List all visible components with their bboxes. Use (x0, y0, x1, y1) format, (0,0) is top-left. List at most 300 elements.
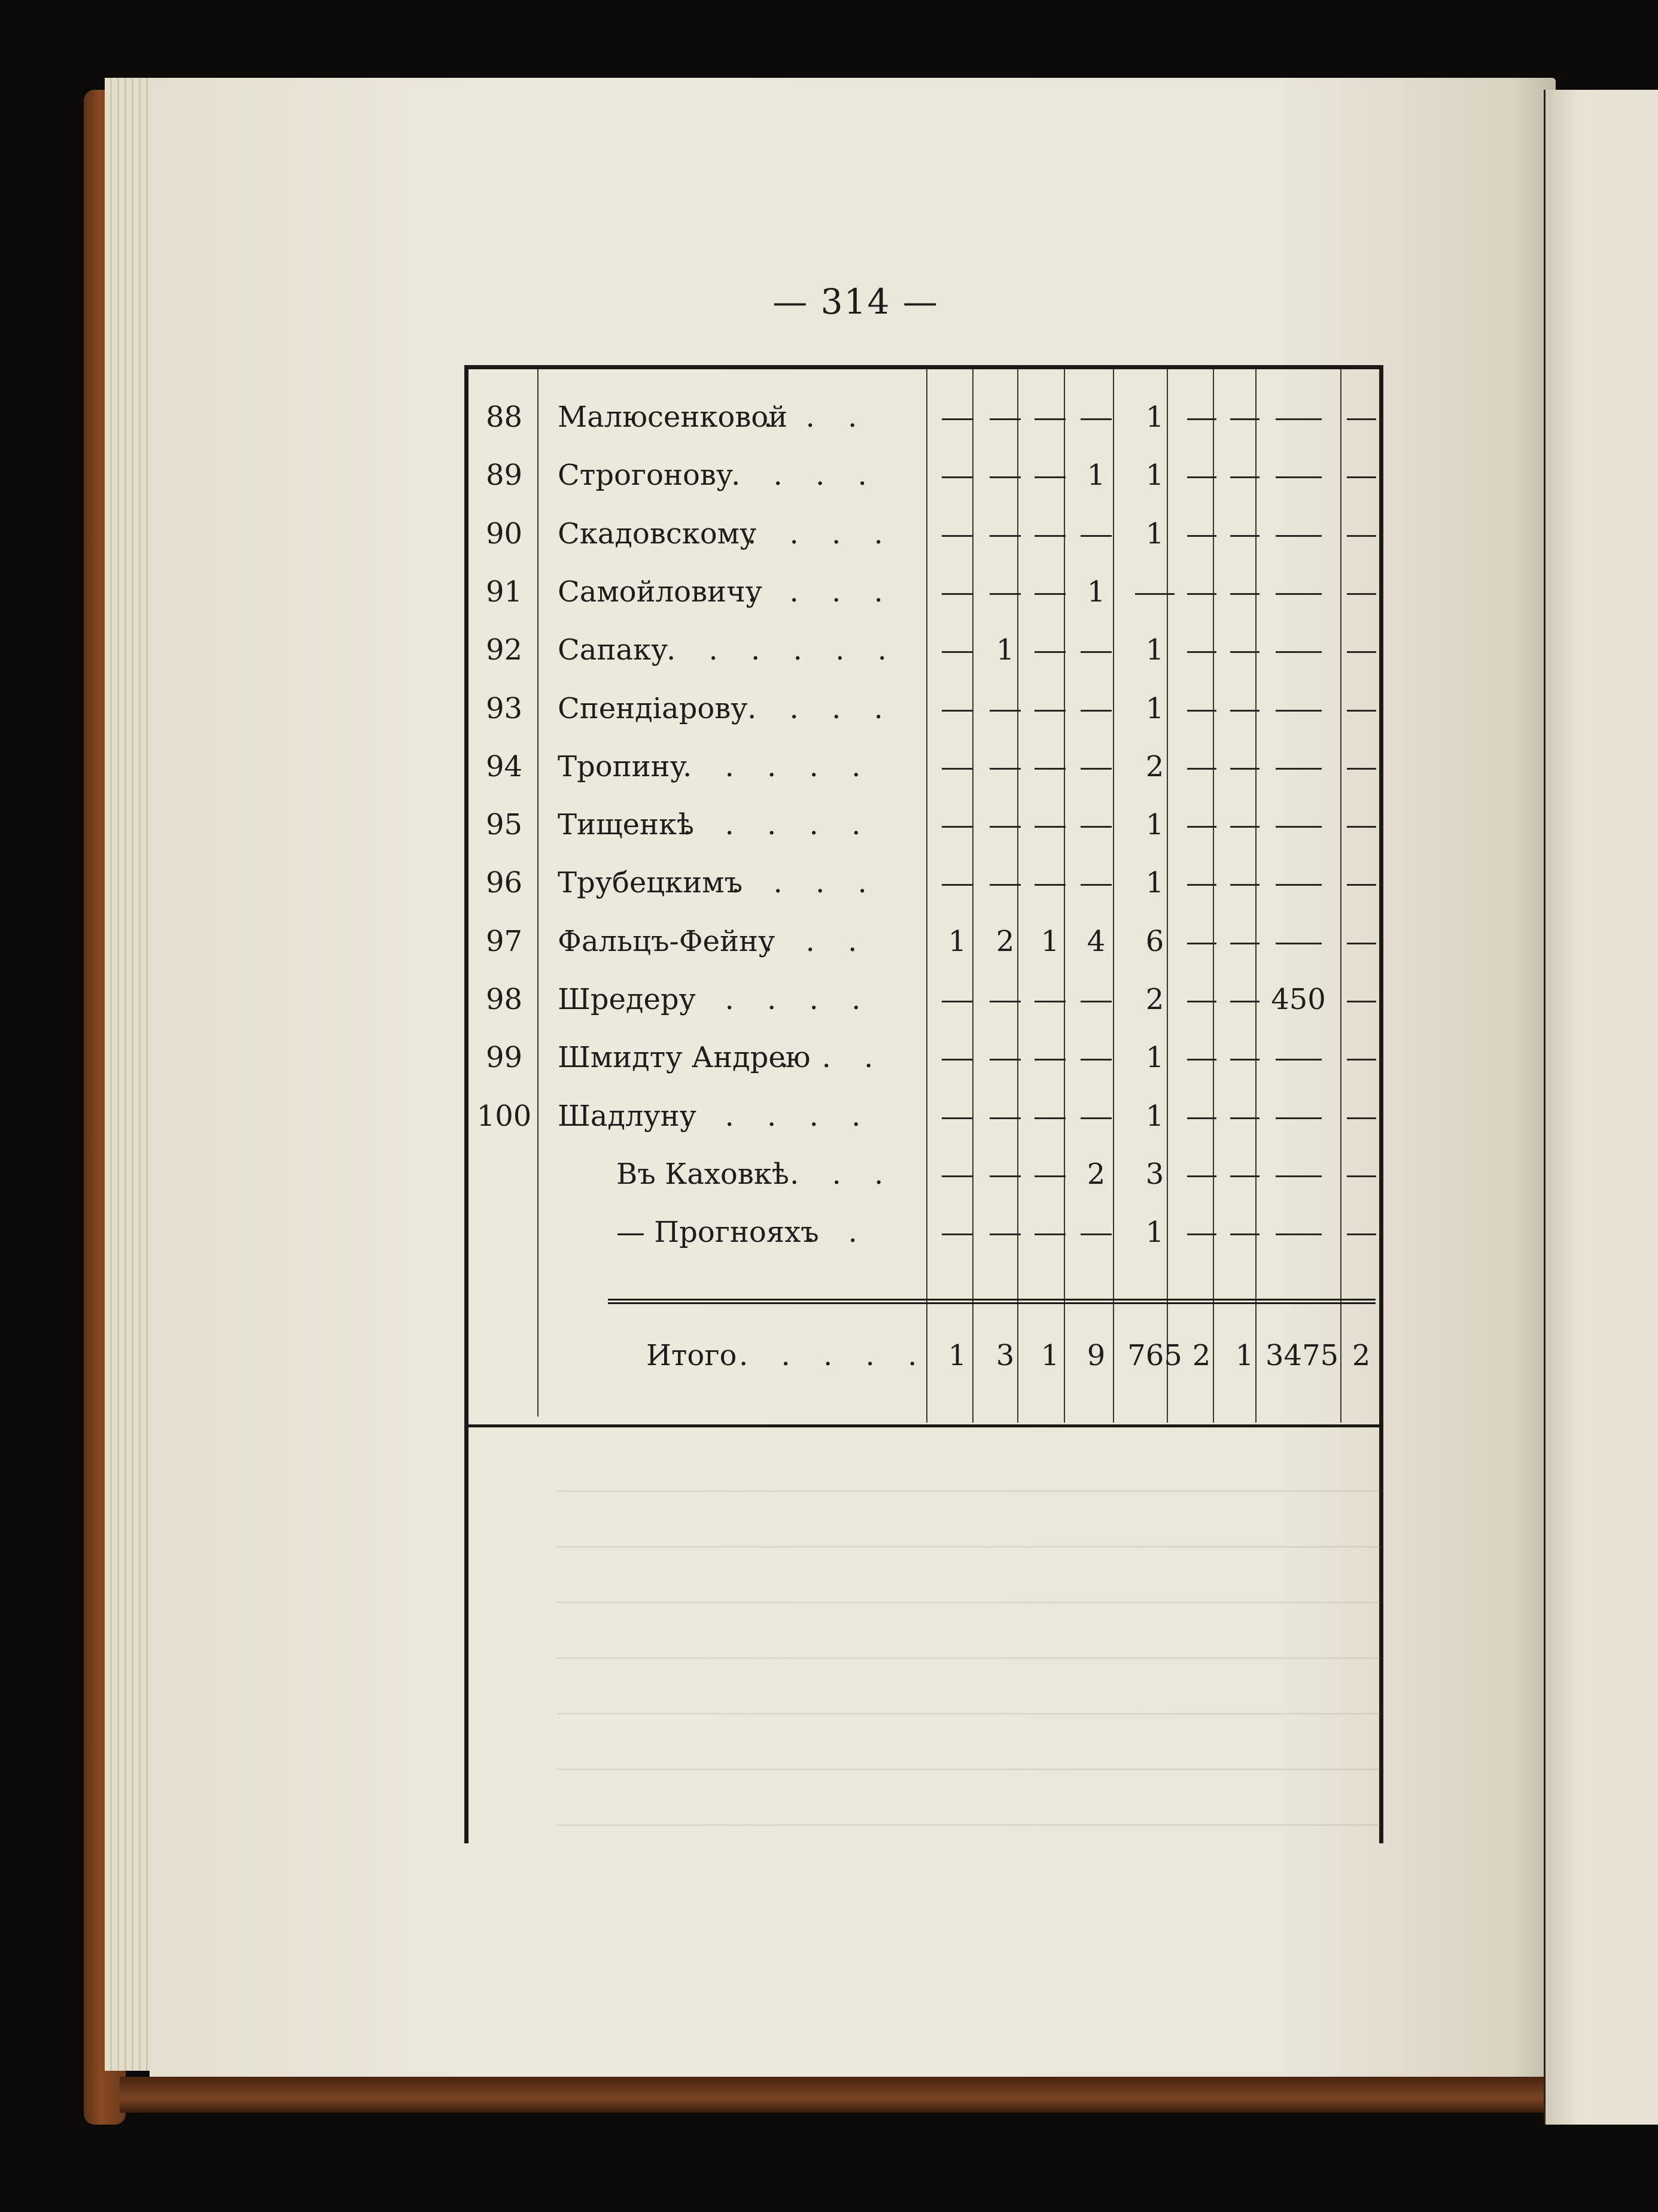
table-cell: 765 (1127, 1339, 1182, 1372)
dash-mark (1230, 826, 1260, 828)
table-cell (1265, 451, 1331, 499)
leader-dots: . . . . (747, 516, 895, 551)
dash-mark (1347, 1059, 1376, 1061)
dash-mark (942, 1001, 973, 1002)
table-cell: 2 (1087, 1157, 1106, 1191)
table-cell (1224, 626, 1265, 674)
table-cell (1028, 510, 1073, 558)
table-cell: 1 (1041, 1339, 1060, 1372)
table-cell (1224, 393, 1265, 441)
table-cell (1265, 1208, 1331, 1256)
table-cell (1181, 510, 1222, 558)
dash-mark (1347, 535, 1376, 537)
dash-mark (1230, 1059, 1260, 1061)
dash-mark (1081, 418, 1112, 420)
dash-mark (942, 418, 973, 420)
dash-mark (1230, 1001, 1260, 1002)
page-number: — 314 — (772, 281, 939, 322)
dash-mark (942, 1117, 973, 1119)
dash-mark (990, 418, 1021, 420)
dash-mark (1187, 768, 1216, 770)
row-name: Фальцъ-Фейну (558, 924, 775, 958)
table-cell (1028, 1034, 1073, 1081)
table-cell: 1 (996, 633, 1015, 667)
table-cell (1340, 1034, 1382, 1081)
dash-mark (990, 1001, 1021, 1002)
dash-mark (1347, 710, 1376, 712)
leader-dots: . . . (763, 924, 869, 958)
table-cell: 1 (1145, 691, 1164, 725)
dash-mark (1230, 535, 1260, 537)
table-cell (1074, 685, 1119, 733)
table-cell (1224, 451, 1265, 499)
dash-mark (1230, 768, 1260, 770)
table-cell (1224, 1208, 1265, 1256)
table-cell (1265, 917, 1331, 965)
table-cell (983, 1150, 1028, 1198)
dash-mark (1035, 1001, 1066, 1002)
dash-mark (1035, 651, 1066, 653)
dash-mark (1230, 710, 1260, 712)
dash-mark (1187, 535, 1216, 537)
table-cell (935, 976, 980, 1023)
table-cell (935, 1034, 980, 1081)
table-cell: 2 (1145, 983, 1164, 1016)
dash-mark (942, 1233, 973, 1235)
row-number: 90 (485, 516, 523, 551)
dash-mark (1035, 1117, 1066, 1119)
dash-mark (1347, 476, 1376, 478)
leader-dots: . . (806, 1216, 869, 1250)
dash-mark (1187, 593, 1216, 595)
table-cell (1224, 859, 1265, 907)
table-cell (1074, 976, 1119, 1023)
dash-mark (1276, 651, 1322, 653)
column-rule (926, 369, 927, 1423)
dash-mark (1187, 943, 1216, 944)
dash-mark (1276, 476, 1322, 478)
dash-mark (1081, 1233, 1112, 1235)
row-number: 97 (485, 924, 523, 958)
table-cell (1340, 917, 1382, 965)
dash-mark (942, 1059, 973, 1061)
row-name: Сапаку (558, 633, 668, 667)
table-cell: 1 (1041, 924, 1060, 958)
dash-mark (1187, 1233, 1216, 1235)
dash-mark (990, 1117, 1021, 1119)
table-cell (983, 801, 1028, 849)
table-cell (1340, 1150, 1382, 1198)
table-cell: 4 (1087, 924, 1106, 958)
dash-mark (1230, 1233, 1260, 1235)
table-cell (1265, 568, 1331, 616)
dash-mark (1276, 826, 1322, 828)
table-cell (1181, 1150, 1222, 1198)
dash-mark (1187, 884, 1216, 886)
book-cover-edge (120, 2077, 1562, 2113)
table-cell (935, 393, 980, 441)
row-name: Шредеру (558, 983, 696, 1016)
dash-mark (1081, 651, 1112, 653)
dash-mark (942, 710, 973, 712)
dash-mark (1347, 1175, 1376, 1177)
show-through (556, 1436, 1382, 1843)
table-cell (1028, 393, 1073, 441)
dash-mark (1347, 768, 1376, 770)
leader-dots: . . . (763, 400, 869, 434)
dash-mark (990, 710, 1021, 712)
dash-mark (1081, 1001, 1112, 1002)
dash-mark (1276, 593, 1322, 595)
table-cell (1224, 1092, 1265, 1140)
table-cell (1265, 626, 1331, 674)
table-cell (935, 801, 980, 849)
leader-dots: . . . . (747, 691, 895, 725)
row-name: Спендiарову (558, 691, 748, 725)
table-cell (1181, 801, 1222, 849)
table-cell (1074, 393, 1119, 441)
table-cell (1340, 568, 1382, 616)
dash-mark (942, 1175, 973, 1177)
dash-mark (1081, 826, 1112, 828)
table-cell (1181, 451, 1222, 499)
row-name: Трубецкимъ (558, 866, 743, 900)
row-name: Малюсенковой (558, 400, 788, 434)
table-cell (1028, 801, 1073, 849)
table-cell (1224, 685, 1265, 733)
dash-mark (1230, 651, 1260, 653)
table-cell: 1 (1145, 458, 1164, 493)
leader-dots: . . . . (731, 458, 879, 493)
dash-mark (1035, 535, 1066, 537)
leader-dots: . . . (790, 1157, 896, 1191)
table-cell: 2 (1145, 749, 1164, 783)
table-cell: 2 (1192, 1339, 1211, 1372)
dash-mark (1276, 1117, 1322, 1119)
table-cell (1074, 743, 1119, 791)
table-cell (1181, 743, 1222, 791)
table-cell (983, 393, 1028, 441)
dash-mark (1187, 826, 1216, 828)
table-cell (1224, 801, 1265, 849)
dash-mark (990, 1233, 1021, 1235)
table-cell (1340, 976, 1382, 1023)
table-cell (1265, 859, 1331, 907)
table-cell (1224, 976, 1265, 1023)
table-cell (1028, 743, 1073, 791)
table-cell (1181, 1034, 1222, 1081)
table-cell (1074, 1092, 1119, 1140)
table-cell (1181, 626, 1222, 674)
dash-mark (1347, 826, 1376, 828)
table-cell (1074, 626, 1119, 674)
dash-mark (1230, 884, 1260, 886)
table-cell (1181, 1208, 1222, 1256)
row-number: 96 (485, 866, 523, 900)
table-cell: 6 (1145, 924, 1164, 958)
dash-mark (1187, 1175, 1216, 1177)
table-cell: 1 (1087, 458, 1106, 493)
table-cell (1028, 1208, 1073, 1256)
dash-mark (1230, 1117, 1260, 1119)
table-cell (1340, 801, 1382, 849)
dash-mark (1035, 476, 1066, 478)
dash-mark (942, 826, 973, 828)
table-cell (983, 743, 1028, 791)
dash-mark (942, 476, 973, 478)
row-number: 93 (485, 691, 523, 725)
table-cell: 1 (1087, 575, 1106, 609)
row-name: Шмидту Андрею (558, 1041, 811, 1075)
table-cell (935, 859, 980, 907)
table-cell (1340, 743, 1382, 791)
dash-mark (942, 884, 973, 886)
leader-dots: . . . . (747, 575, 895, 609)
table-cell: 9 (1087, 1339, 1106, 1372)
row-number: 100 (476, 1099, 532, 1133)
dash-mark (1187, 1059, 1216, 1061)
table-cell (983, 510, 1028, 558)
table-cell (1181, 393, 1222, 441)
dash-mark (1035, 884, 1066, 886)
table-cell (935, 1208, 980, 1256)
dash-mark (1035, 710, 1066, 712)
table-cell (983, 451, 1028, 499)
table-bottom-rule (464, 1424, 1383, 1427)
table-cell (983, 568, 1028, 616)
table-cell (935, 510, 980, 558)
dash-mark (1187, 418, 1216, 420)
dash-mark (1276, 1175, 1322, 1177)
row-number: 98 (485, 983, 523, 1016)
dash-mark (1276, 768, 1322, 770)
dash-mark (1230, 943, 1260, 944)
dash-mark (1187, 476, 1216, 478)
dash-mark (1035, 593, 1066, 595)
table-cell (983, 859, 1028, 907)
dash-mark (1276, 1059, 1322, 1061)
table-cell (1028, 685, 1073, 733)
row-name: — Прогнояхъ (616, 1216, 819, 1250)
dash-mark (1347, 651, 1376, 653)
table-cell (983, 976, 1028, 1023)
leader-dots: . . . (780, 1041, 886, 1075)
dash-mark (1035, 1059, 1066, 1061)
table-cell (1340, 510, 1382, 558)
dash-mark (1276, 535, 1322, 537)
table-cell (935, 1150, 980, 1198)
table-cell (1074, 1034, 1119, 1081)
table-cell (983, 1034, 1028, 1081)
table-cell (1224, 743, 1265, 791)
table-cell (983, 1208, 1028, 1256)
column-rule (537, 369, 539, 1417)
dash-mark (1276, 1233, 1322, 1235)
dash-mark (942, 535, 973, 537)
table-cell (1181, 976, 1222, 1023)
leader-dots: . . . . . (683, 983, 873, 1016)
dash-mark (1035, 418, 1066, 420)
table-cell (1028, 626, 1073, 674)
dash-mark (1081, 535, 1112, 537)
table-cell: 3 (996, 1339, 1015, 1372)
row-number: 92 (485, 633, 523, 667)
table-cell (1265, 685, 1331, 733)
dash-mark (1276, 884, 1322, 886)
facing-page (1544, 90, 1658, 2125)
table-cell (1265, 801, 1331, 849)
leader-dots: . . . . . (683, 1099, 873, 1133)
dash-mark (1081, 884, 1112, 886)
table-cell (1224, 568, 1265, 616)
table-cell (1265, 393, 1331, 441)
table-cell (935, 626, 980, 674)
dash-mark (990, 768, 1021, 770)
dash-mark (990, 1175, 1021, 1177)
table-cell (983, 685, 1028, 733)
leader-dots: . . . . . (683, 808, 873, 842)
table-cell: 1 (1145, 1216, 1164, 1250)
table-cell (1340, 393, 1382, 441)
dash-mark (990, 1059, 1021, 1061)
leader-dots: . . . . . (683, 749, 873, 783)
table-cell (1224, 1150, 1265, 1198)
dash-mark (942, 651, 973, 653)
dash-mark (1347, 1233, 1376, 1235)
dash-mark (1081, 710, 1112, 712)
table-cell (1028, 451, 1073, 499)
row-number: 94 (485, 749, 523, 783)
dash-mark (1187, 710, 1216, 712)
table-cell: 1 (1145, 808, 1164, 842)
leader-dots: . . . . (731, 866, 879, 900)
dash-mark (1347, 1001, 1376, 1002)
row-name: Тропину (558, 749, 687, 783)
dash-mark (942, 593, 973, 595)
table-cell (1181, 568, 1222, 616)
table-cell (1340, 626, 1382, 674)
table-cell (1340, 1092, 1382, 1140)
dash-mark (1035, 1175, 1066, 1177)
table-cell: 1 (1145, 516, 1164, 551)
table-cell: 1 (1145, 1099, 1164, 1133)
table-cell: 2 (996, 924, 1015, 958)
dash-mark (1081, 1059, 1112, 1061)
table-cell: 3 (1145, 1157, 1164, 1191)
table-cell: 1 (1145, 633, 1164, 667)
table-cell (935, 568, 980, 616)
table-cell (1028, 859, 1073, 907)
row-name: Въ Каховкѣ (616, 1157, 789, 1191)
dash-mark (1081, 1117, 1112, 1119)
table-cell (1181, 685, 1222, 733)
table-cell (1074, 1208, 1119, 1256)
table-cell (1224, 917, 1265, 965)
table-cell (935, 743, 980, 791)
dash-mark (1276, 710, 1322, 712)
table-cell (983, 1092, 1028, 1140)
dash-mark (990, 826, 1021, 828)
table-cell (1028, 1092, 1073, 1140)
row-number: 89 (485, 458, 523, 493)
table-cell (1181, 1092, 1222, 1140)
dash-mark (1347, 593, 1376, 595)
dash-mark (1035, 768, 1066, 770)
dash-mark (1347, 418, 1376, 420)
dash-mark (1230, 1175, 1260, 1177)
leader-dots: . . . . . (739, 1339, 929, 1372)
dash-mark (1187, 1001, 1216, 1002)
dash-mark (1276, 943, 1322, 944)
table-cell (935, 451, 980, 499)
table-cell: 2 (1352, 1339, 1371, 1372)
dash-mark (990, 535, 1021, 537)
table-cell (1340, 451, 1382, 499)
total-label: Итого (646, 1339, 737, 1372)
table-cell (1074, 859, 1119, 907)
row-name: Скадовскому (558, 516, 757, 551)
table-cell (1127, 568, 1184, 616)
dash-mark (1230, 476, 1260, 478)
total-rule (608, 1299, 1376, 1304)
table-cell: 1 (1145, 400, 1164, 434)
table-cell (1028, 568, 1073, 616)
row-name: Шадлуну (558, 1099, 696, 1133)
table-cell (1265, 510, 1331, 558)
table-cell (1224, 1034, 1265, 1081)
dash-mark (1035, 1233, 1066, 1235)
row-number: 99 (485, 1041, 523, 1075)
table-cell (1028, 976, 1073, 1023)
table-cell: 1 (948, 924, 967, 958)
dash-mark (1187, 651, 1216, 653)
table-cell (1265, 743, 1331, 791)
row-name: Тищенкѣ (558, 808, 694, 842)
dash-mark (990, 476, 1021, 478)
dash-mark (1035, 826, 1066, 828)
table-cell (1265, 1150, 1331, 1198)
table-cell (1028, 1150, 1073, 1198)
table-cell (1181, 859, 1222, 907)
dash-mark (1276, 418, 1322, 420)
table-cell (1265, 1092, 1331, 1140)
table-cell: 1 (1145, 1041, 1164, 1075)
dash-mark (1347, 1117, 1376, 1119)
table-cell (1340, 1208, 1382, 1256)
table-cell: 1 (1145, 866, 1164, 900)
table-cell: 450 (1271, 983, 1326, 1016)
dash-mark (1230, 418, 1260, 420)
table-cell (1340, 685, 1382, 733)
table-cell (1224, 510, 1265, 558)
table-cell: 1 (1235, 1339, 1254, 1372)
table-cell (1074, 801, 1119, 849)
row-name: Самойловичу (558, 575, 762, 609)
row-number: 91 (485, 575, 523, 609)
table-cell (935, 685, 980, 733)
dash-mark (990, 884, 1021, 886)
table-cell (1074, 510, 1119, 558)
row-number: 95 (485, 808, 523, 842)
dash-mark (1230, 593, 1260, 595)
row-name: Строгонову (558, 458, 734, 493)
table-cell (1340, 859, 1382, 907)
table-cell (1181, 917, 1222, 965)
table-cell (935, 1092, 980, 1140)
dash-mark (1187, 1117, 1216, 1119)
table-cell: 3475 (1265, 1339, 1339, 1372)
dash-mark (1347, 943, 1376, 944)
